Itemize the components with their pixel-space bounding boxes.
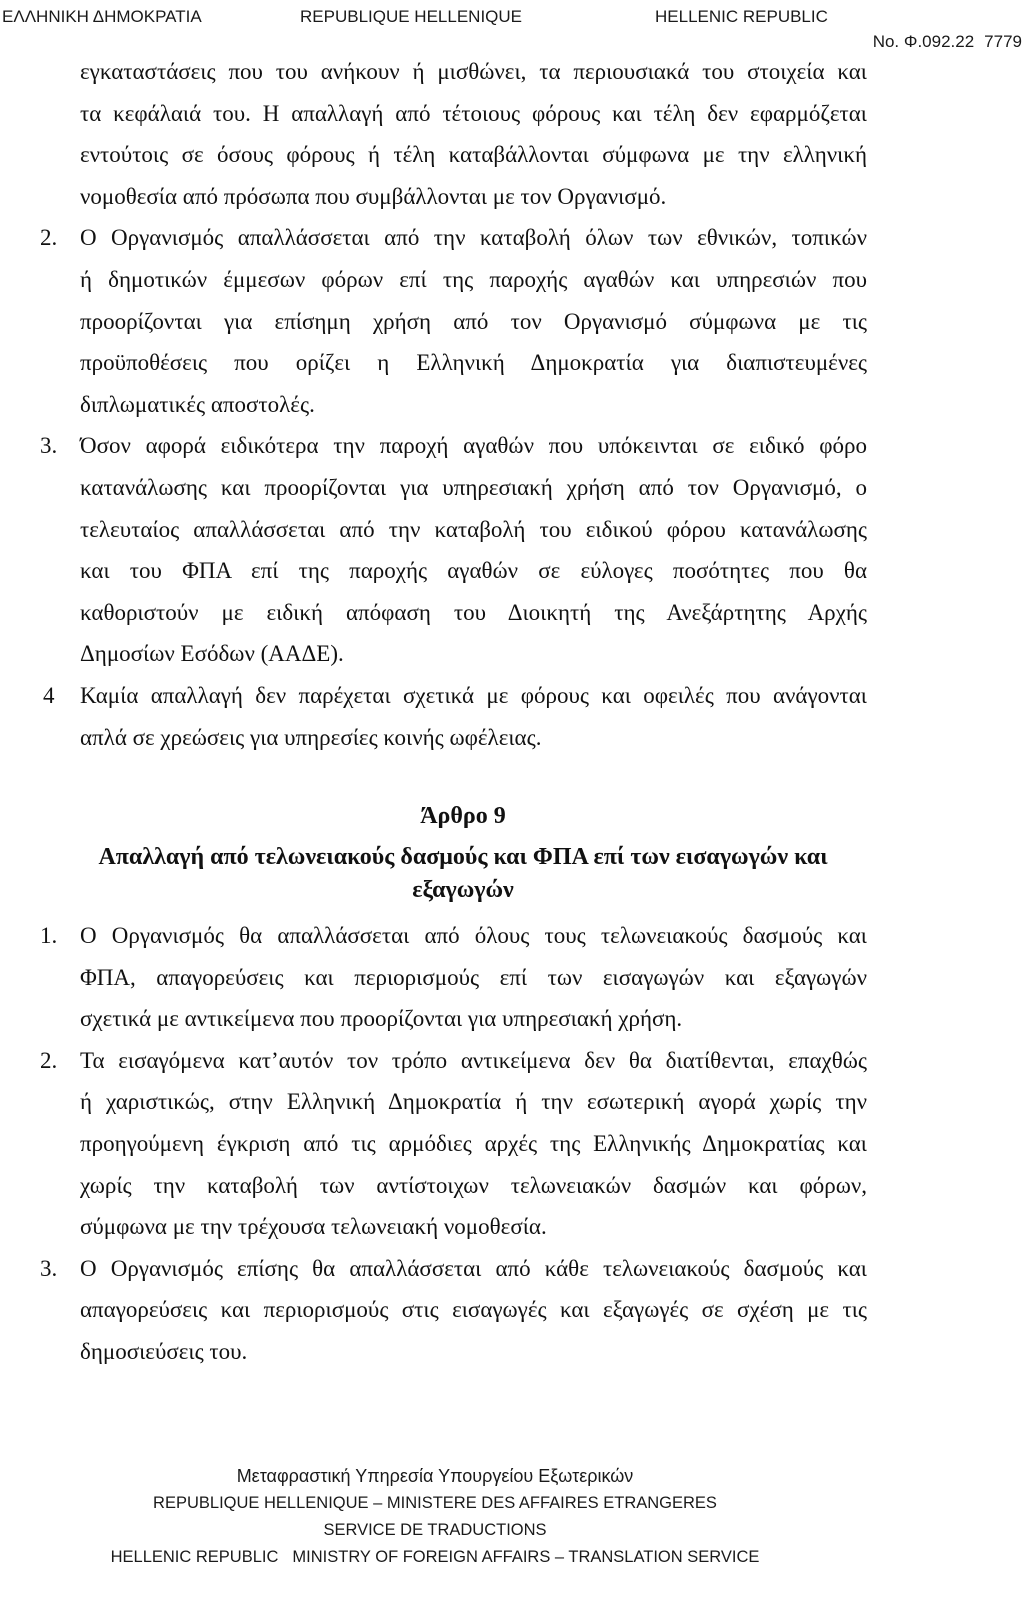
footer-service-french: SERVICE DE TRADUCTIONS [323,1521,547,1539]
text-line: Όσον αφορά ειδικότερα την παροχή αγαθών που υπόκεινται σε ειδικό φόρο [80,433,867,459]
paragraph-continuation [80,51,867,217]
clause-number: 3. [40,433,58,459]
text-line: Ο Οργανισμός απαλλάσσεται από την καταβολή όλων των εθνικών, τοπικών [80,225,867,251]
text-line: προορίζονται για επίσημη χρήση από τον Οργανισμό σύμφωνα με τις [80,308,867,334]
text-line: απλά σε χρεώσεις για υπηρεσίες κοινής ωφέλειας. [80,724,542,750]
footer-english-line [0,1544,870,1571]
text-line: Καμία απαλλαγή δεν παρέχεται σχετικά με φόρους και οφειλές που ανάγονται [80,682,867,708]
text-line: ή χαριστικώς, στην Ελληνική Δημοκρατία ή την εσωτερική αγορά χωρίς την [80,1089,867,1115]
article-9-clause-2 [40,1040,867,1248]
footer-service-greek: Μεταφραστική Υπηρεσία Υπουργείου Εξωτερικών [236,1466,634,1486]
text-line: και του ΦΠΑ επί της παροχής αγαθών σε εύλογες ποσότητες που θα [80,558,867,584]
title-line: Απαλλαγή από τελωνειακούς δασμούς και ΦΠΑ επί των εισαγωγών και [98,844,828,870]
header-english-republic: HELLENIC REPUBLIC [655,7,828,26]
document-number [873,32,1022,52]
text-line: προϋποθέσεις που ορίζει η Ελληνική Δημοκρατία για διαπιστευμένες [80,350,867,376]
text-line: Ο Οργανισμός θα απαλλάσσεται από όλους τους τελωνειακούς δασμούς και [80,923,867,948]
text-line: νομοθεσία από πρόσωπα που συμβάλλονται με τον Οργανισμό. [80,183,667,209]
text-line: διπλωματικές αποστολές. [80,391,315,417]
article-8-body [40,51,867,758]
article-8-clause-2 [40,217,867,425]
clause-number: 2. [40,225,58,251]
text-line: σύμφωνα με την τρέχουσα τελωνειακή νομοθεσία. [80,1214,547,1240]
header-french-republic: REPUBLIQUE HELLENIQUE [300,7,523,26]
text-line: Τα εισαγόμενα κατ’αυτόν τον τρόπο αντικείμενα δεν θα διατίθενται, επαχθώς [80,1047,867,1073]
title-line: εξαγωγών [412,877,514,903]
text-line: τα κεφάλαιά του. Η απαλλαγή από τέτοιους φόρους και τέλη δεν εφαρμόζεται [80,100,867,126]
footer-service-english: MINISTRY OF FOREIGN AFFAIRS – TRANSLATION SERVICE [292,1548,760,1566]
article-9-clause-3 [40,1248,867,1373]
article-8-clause-3 [40,425,867,675]
clause-number: 1. [40,923,58,948]
text-line: καθοριστούν με ειδική απόφαση του Διοικητή της Ανεξάρτητης Αρχής [80,599,867,625]
article-9-clause-1 [40,915,867,1040]
text-line: ή δημοτικών έμμεσων φόρων επί της παροχής αγαθών και υπηρεσιών που [80,266,867,292]
document-number-code: No. Φ.092.22 [872,32,975,51]
header-greek-republic: ΕΛΛΗΝΙΚΗ ΔΗΜΟΚΡΑΤΙΑ [2,7,202,26]
article-8-clause-4 [43,675,867,758]
text-line: εγκαταστάσεις που του ανήκουν ή μισθώνει, τα περιουσιακά του στοιχεία και [80,59,867,84]
article-9-body [40,915,867,1373]
text-line: προηγούμενη έγκριση από τις αρμόδιες αρχές της Ελληνικής Δημοκρατίας και [80,1130,867,1156]
footer-ministry-french: REPUBLIQUE HELLENIQUE – MINISTERE DES AFFAIRES ETRANGERES [153,1494,717,1512]
article-9-title [40,841,886,907]
translation-service-footer [0,1463,870,1571]
clause-number: 4 [43,682,55,708]
text-line: τελευταίος απαλλάσσεται από την καταβολή του ειδικού φόρου κατανάλωσης [80,516,867,542]
text-line: Δημοσίων Εσόδων (ΑΑΔΕ). [80,641,344,667]
document-number-suffix: 7779 [984,32,1022,51]
text-line: απαγορεύσεις και περιορισμούς στις εισαγωγές και εξαγωγές σε σχέση με τις [80,1297,867,1323]
text-line: ΦΠΑ, απαγορεύσεις και περιορισμούς επί των εισαγωγών και εξαγωγών [80,964,867,990]
text-line: κατανάλωσης και προορίζονται για υπηρεσιακή χρήση από τον Οργανισμό, ο [80,474,867,500]
clause-number: 2. [40,1047,58,1073]
text-line: εντούτοις σε όσους φόρους ή τέλη καταβάλλονται σύμφωνα με την ελληνική [80,142,867,168]
article-9-heading: Άρθρο 9 [420,803,506,829]
footer-republic-english: HELLENIC REPUBLIC [110,1548,279,1566]
text-line: σχετικά με αντικείμενα που προορίζονται για υπηρεσιακή χρήση. [80,1006,683,1032]
text-line: δημοσιεύσεις του. [80,1338,248,1364]
text-line: χωρίς την καταβολή των αντίστοιχων τελωνειακών δασμών και φόρων, [80,1172,867,1198]
text-line: Ο Οργανισμός επίσης θα απαλλάσσεται από κάθε τελωνειακούς δασμούς και [80,1255,867,1281]
clause-number: 3. [40,1255,58,1281]
